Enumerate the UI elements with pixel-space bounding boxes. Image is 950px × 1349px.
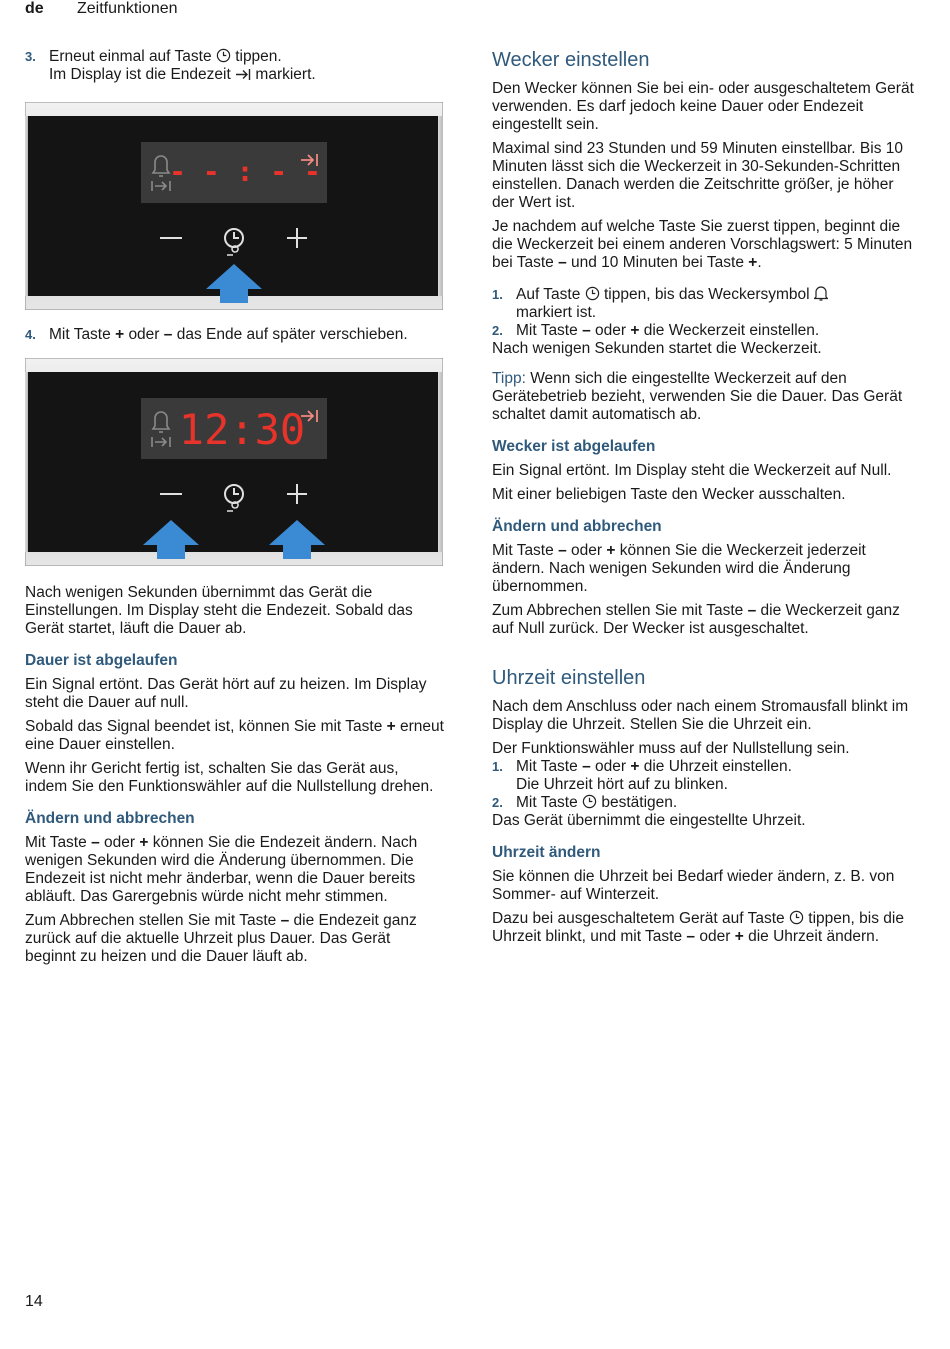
paragraph: Maximal sind 23 Stunden und 59 Minuten einstellbar. Bis 10 Minuten lässt sich die Weckerzeit in 30-Sekunden-Schritten einstellen. Danach werden die Zeitschritte größer, je höher der Wert ist. <box>492 140 903 211</box>
paragraph: Das Gerät übernimmt die eingestellte Uhrzeit. <box>492 812 806 829</box>
step-text: Erneut einmal auf Taste <box>49 48 212 65</box>
step-text: tippen. <box>235 48 282 65</box>
paragraph: Mit Taste – oder + können Sie die Endezeit ändern. Nach wenigen Sekunden wird die Änderung übernommen. Die Endezeit ist nicht mehr änderbar, wenn die Dauer bereits abläuft. Das Garergebnis würde nicht mehr stimmen. <box>25 834 418 905</box>
step-text: oder <box>128 326 160 343</box>
control-panel-image-1 <box>25 102 443 310</box>
paragraph: Mit Taste – oder + können Sie die Weckerzeit jederzeit ändern. Nach wenigen Sekunden wird die Änderung übernommen. <box>492 542 866 595</box>
step-number: 3. <box>25 49 36 64</box>
step-text: das Ende auf später verschieben. <box>176 326 408 343</box>
chapter-title: Zeitfunktionen <box>77 0 178 17</box>
step-text: Mit Taste <box>49 326 111 343</box>
minus-key-symbol: – <box>91 834 100 851</box>
clock-icon <box>789 910 804 925</box>
paragraph: Je nachdem auf welche Taste Sie zuerst tippen, beginnt die die Weckerzeit bei einem anderen Vorschlagswert: 5 Minuten bei Taste – und 10 Minuten bei Taste +. <box>492 218 913 271</box>
minus-key-symbol: – <box>280 912 290 929</box>
section-heading: Uhrzeit ändern <box>492 844 601 861</box>
minus-key-symbol: – <box>582 758 591 775</box>
paragraph: Nach wenigen Sekunden startet die Weckerzeit. <box>492 340 822 357</box>
section-heading: Wecker ist abgelaufen <box>492 438 656 455</box>
step-number: 4. <box>25 327 36 342</box>
step-2: 2. Mit Taste bestätigen. <box>492 794 678 811</box>
step-text: markiert. <box>255 66 316 83</box>
paragraph: Nach wenigen Sekunden übernimmt das Gerät die Einstellungen. Im Display steht die Endezeit. Sobald das Gerät startet, läuft die Dauer ab. <box>25 584 413 637</box>
plus-key-symbol: + <box>139 834 149 851</box>
plus-key-symbol: + <box>734 928 744 945</box>
page-number: 14 <box>25 1293 43 1310</box>
language-code: de <box>25 0 44 17</box>
minus-key-symbol: – <box>163 326 173 343</box>
paragraph: Ein Signal ertönt. Im Display steht die Weckerzeit auf Null. <box>492 462 892 479</box>
tip-label: Tipp: <box>492 370 526 387</box>
step-number: 2. <box>492 323 503 338</box>
step-number: 1. <box>492 287 503 302</box>
section-heading: Ändern und abbrechen <box>492 518 662 535</box>
section-heading: Ändern und abbrechen <box>25 810 195 827</box>
step-text: Im Display ist die Endezeit <box>49 66 231 83</box>
step-3 <box>25 48 445 84</box>
paragraph: Mit einer beliebigen Taste den Wecker ausschalten. <box>492 486 846 503</box>
section-heading: Dauer ist abgelaufen <box>25 652 178 669</box>
display-readout: 12:30 <box>178 405 306 454</box>
bell-icon <box>814 286 828 301</box>
paragraph: Zum Abbrechen stellen Sie mit Taste – die Endezeit ganz zurück auf die aktuelle Uhrzeit plus Dauer. Das Gerät beginnt zu heizen und die Dauer läuft ab. <box>25 912 417 965</box>
clock-icon <box>582 794 597 809</box>
paragraph: Zum Abbrechen stellen Sie mit Taste – die Weckerzeit ganz auf Null zurück. Der Wecker ist ausgeschaltet. <box>492 602 900 637</box>
paragraph: Sie können die Uhrzeit bei Bedarf wieder ändern, z. B. von Sommer- auf Winterzeit. <box>492 868 895 903</box>
paragraph: Wenn ihr Gericht fertig ist, schalten Sie das Gerät aus, indem Sie den Funktionswähler auf die Nullstellung drehen. <box>25 760 434 795</box>
display-readout: - - : - - <box>169 155 321 188</box>
plus-key-symbol: + <box>386 718 396 735</box>
section-title: Uhrzeit einstellen <box>492 667 646 689</box>
left-column <box>25 48 445 972</box>
clock-icon <box>585 286 600 301</box>
control-panel-image-2 <box>25 358 443 566</box>
minus-key-symbol: – <box>686 928 696 945</box>
step-1: 1. Mit Taste – oder + die Uhrzeit einstellen. Die Uhrzeit hört auf zu blinken. <box>492 758 792 793</box>
paragraph: Nach dem Anschluss oder nach einem Stromausfall blinkt im Display die Uhrzeit. Stellen Sie die Uhrzeit ein. <box>492 698 909 733</box>
plus-key-symbol: + <box>630 758 640 775</box>
plus-key-symbol: + <box>748 254 758 271</box>
paragraph: Den Wecker können Sie bei ein- oder ausgeschaltetem Gerät verwenden. Es darf jedoch keine Dauer oder Endezeit eingestellt sein. <box>492 80 914 133</box>
paragraph: Sobald das Signal beendet ist, können Sie mit Taste + erneut eine Dauer einstellen. <box>25 718 444 753</box>
step-1: 1. Auf Taste tippen, bis das Weckersymbol markiert ist. <box>492 286 917 322</box>
paragraph: Der Funktionswähler muss auf der Nullstellung sein. <box>492 740 850 757</box>
step-2: 2. Mit Taste – oder + die Weckerzeit einstellen. <box>492 322 820 339</box>
right-column <box>492 48 917 952</box>
section-title: Wecker einstellen <box>492 49 650 71</box>
step-number: 2. <box>492 795 503 810</box>
minus-key-symbol: – <box>558 542 567 559</box>
clock-icon <box>216 48 231 63</box>
step-number: 1. <box>492 759 503 774</box>
plus-key-symbol: + <box>115 326 125 343</box>
paragraph: Ein Signal ertönt. Das Gerät hört auf zu heizen. Im Display steht die Dauer auf null. <box>25 676 427 711</box>
plus-key-symbol: + <box>606 542 616 559</box>
tip: Tipp: Wenn sich die eingestellte Weckerzeit auf den Gerätebetrieb bezieht, verwenden Sie die Dauer. Das Gerät schaltet damit automatisch ab. <box>492 370 903 423</box>
minus-key-symbol: – <box>747 602 757 619</box>
end-time-icon <box>235 68 251 81</box>
plus-key-symbol: + <box>630 322 640 339</box>
step-4 <box>25 326 445 344</box>
minus-key-symbol: – <box>558 254 567 271</box>
paragraph: Dazu bei ausgeschaltetem Gerät auf Taste tippen, bis die Uhrzeit blinkt, und mit Taste – oder + die Uhrzeit ändern. <box>492 910 904 945</box>
minus-key-symbol: – <box>582 322 591 339</box>
